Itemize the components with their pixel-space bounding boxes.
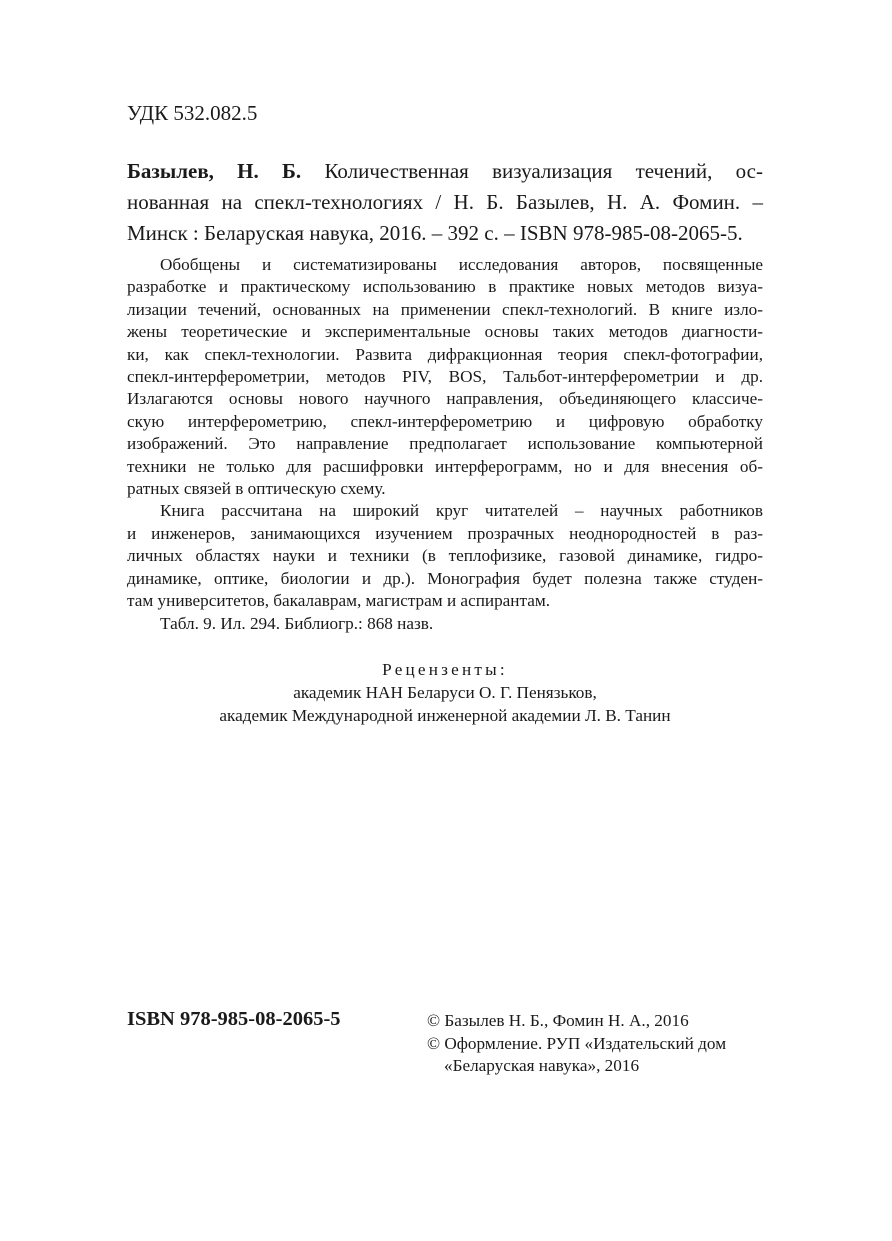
reviewers-block — [127, 658, 763, 727]
reviewers-heading: Рецензенты: — [382, 660, 508, 679]
abstract-p1-line: ратных связей в оптическую схему. — [127, 479, 386, 499]
abstract-p1-line: Излагаются основы нового научного направления, объединяющего классиче- — [127, 389, 763, 409]
abstract-p1-line: скую интерферометрию, спекл-интерферометрию и цифровую обработку — [127, 411, 763, 431]
copyright-line-3: «Беларуская навука», 2016 — [444, 1056, 640, 1075]
reviewer-2: академик Международной инженерной академии Л. В. Танин — [219, 706, 671, 725]
abstract-p1-line: спекл-интерферометрии, методов PIV, BOS, Тальбот-интерферометрии и др. — [127, 367, 763, 387]
abstract-p2-line: личных областях науки и техники (в теплофизике, газовой динамике, гидро- — [127, 546, 763, 566]
abstract-p2-line: там университетов, бакалаврам, магистрам и аспирантам. — [127, 591, 551, 611]
bibliographic-record — [127, 156, 763, 249]
udk-code: УДК 532.082.5 — [127, 101, 258, 125]
biblio-line-1 — [127, 156, 763, 187]
abstract-p2-line: динамике, оптике, биологии и др.). Монография будет полезна также студен- — [127, 568, 763, 588]
reviewer-1: академик НАН Беларуси О. Г. Пенязьков, — [293, 683, 597, 702]
abstract-p2-line: Книга рассчитана на широкий круг читателей – научных работников — [160, 501, 763, 521]
abstract-p1-line: разработке и практическому использованию в практике новых методов визуа- — [127, 277, 763, 297]
abstract-p1-line: ки, как спекл-технологии. Развита дифракционная теория спекл-фотографии, — [127, 344, 763, 364]
biblio-line-3: Минск : Беларуская навука, 2016. – 392 с. – ISBN 978-985-08-2065-5. — [127, 221, 743, 245]
biblio-title-start: Количественная визуализация течений, ос- — [324, 159, 763, 183]
abstract-p1-line: изображений. Это направление предполагает использование компьютерной — [127, 434, 763, 454]
copyright-line-2: © Оформление. РУП «Издательский дом — [427, 1033, 727, 1053]
abstract-p1-line: техники не только для расшифровки интерферограмм, но и для внесения об- — [127, 456, 763, 476]
biblio-line-2: нованная на спекл-технологиях / Н. Б. Базылев, Н. А. Фомин. – — [127, 190, 763, 214]
abstract-p2-line: и инженеров, занимающихся изучением прозрачных неоднородностей в раз- — [127, 523, 763, 543]
abstract — [127, 254, 763, 635]
abstract-stats: Табл. 9. Ил. 294. Библиогр.: 868 назв. — [160, 613, 434, 633]
copyright-line-1: © Базылев Н. Б., Фомин Н. А., 2016 — [427, 1011, 689, 1030]
copyright-notice — [427, 1010, 726, 1078]
abstract-p1-line: Обобщены и систематизированы исследования авторов, посвященные — [160, 255, 763, 274]
isbn: ISBN 978-985-08-2065-5 — [127, 1008, 341, 1030]
abstract-p1-line: лизации течений, основанных на применении спекл-технологий. В книге изло- — [127, 299, 763, 319]
abstract-p1-line: жены теоретические и экспериментальные основы таких методов диагности- — [127, 322, 763, 342]
biblio-authors: Базылев, Н. Б. — [127, 159, 302, 183]
